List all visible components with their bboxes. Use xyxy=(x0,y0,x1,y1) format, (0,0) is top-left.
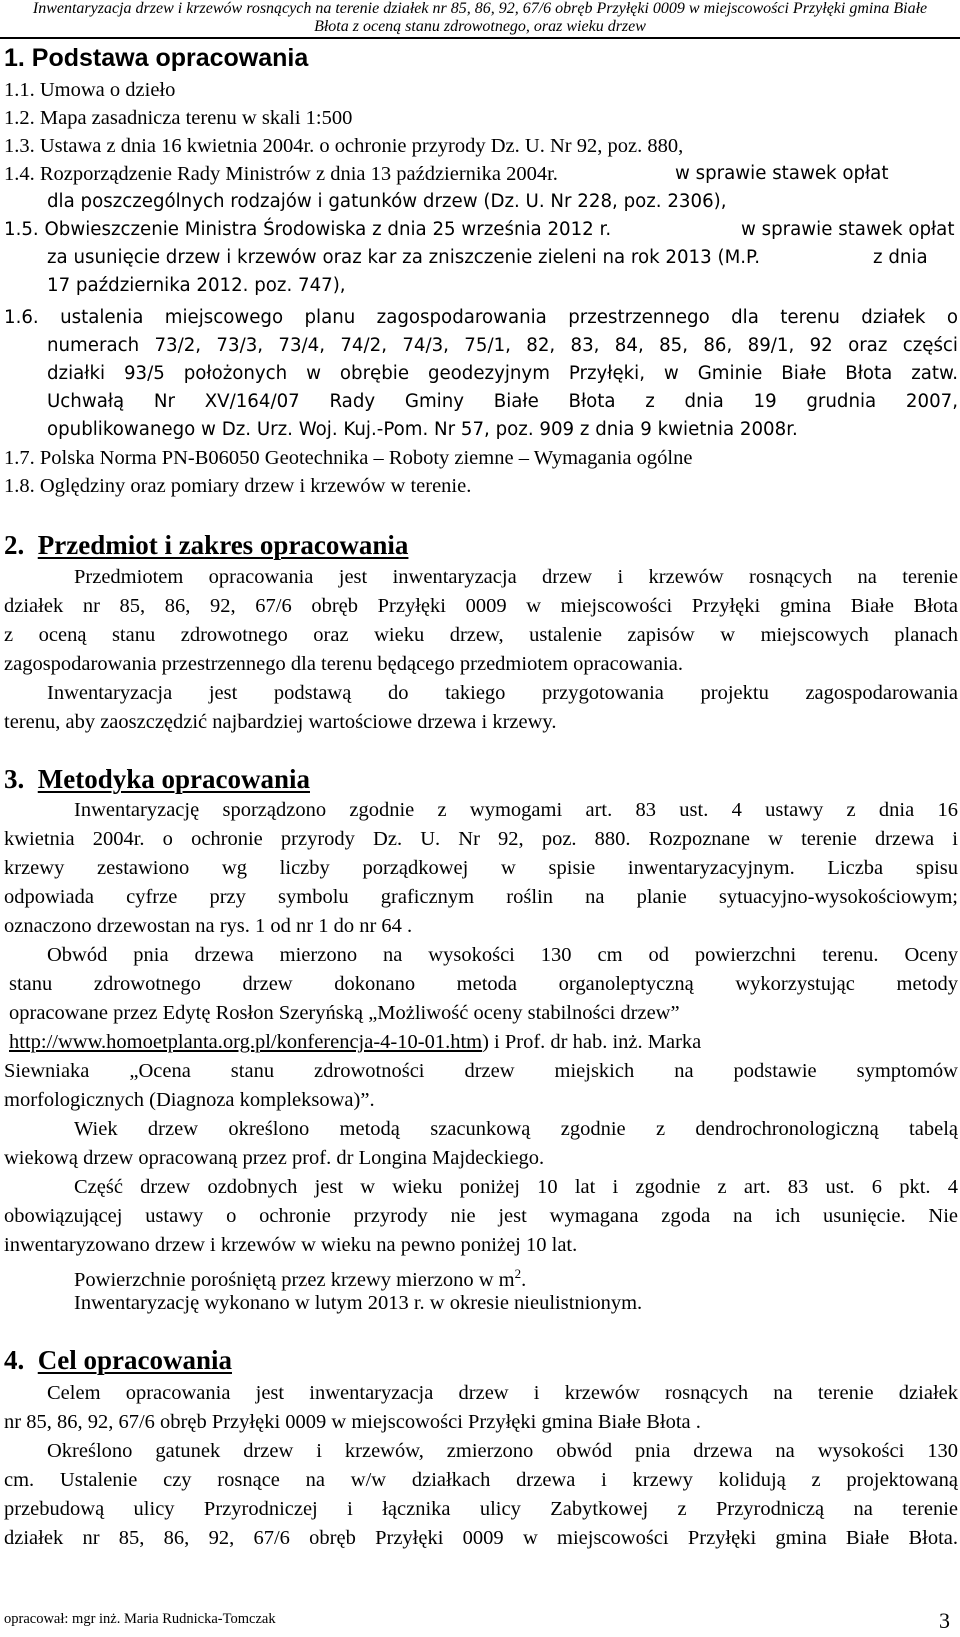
section-1-heading: 1. Podstawa opracowania xyxy=(4,44,309,72)
header-divider xyxy=(0,37,960,39)
page-number: 3 xyxy=(939,1608,950,1633)
paragraph-line: Określono gatunek drzew i krzewów, zmierzono obwód pnia drzewa na wysokości 130 xyxy=(47,1440,958,1462)
paragraph-line: Obwód pnia drzewa mierzono na wysokości 130 cm od powierzchni terenu. Oceny xyxy=(47,944,958,966)
paragraph-line: Inwentaryzacja jest podstawą do takiego przygotowania projektu zagospodarowania xyxy=(47,682,958,704)
list-item: 1.6. ustalenia miejscowego planu zagospodarowania przestrzennego dla terenu działek o xyxy=(4,307,958,328)
footer-author: opracował: mgr inż. Maria Rudnicka-Tomczak xyxy=(4,1611,276,1627)
section-4-title: Cel opracowania xyxy=(37,1345,232,1375)
paragraph-line: opracowane przez Edytę Rosłon Szeryńską „Możliwość oceny stabilności drzew” xyxy=(9,1002,680,1024)
list-item-continuation: dla poszczególnych rodzajów i gatunków drzew (Dz. U. Nr 228, poz. 2306), xyxy=(47,191,727,212)
paragraph-line: Część drzew ozdobnych jest w wieku poniżej 10 lat i zgodnie z art. 83 ust. 6 pkt. 4 xyxy=(74,1176,958,1198)
paragraph-line: wiekową drzew opracowaną przez prof. dr Longina Majdeckiego. xyxy=(4,1147,545,1169)
paragraph-line: obowiązującej ustawy o ochronie przyrody nie jest wymagana zgoda na ich usunięcie. Nie xyxy=(4,1205,958,1227)
list-item: 1.5. Obwieszczenie Ministra Środowiska z dnia 25 września 2012 r. xyxy=(4,219,612,240)
superscript: 2 xyxy=(514,1266,522,1281)
paragraph-line: z oceną stanu zdrowotnego oraz wieku drzew, ustalenie zapisów w miejscowych planach xyxy=(4,624,958,646)
running-header-line-1: Inwentaryzacja drzew i krzewów rosnących na terenie działek nr 85, 86, 92, 67/6 obręb Przyłęki 0009 w miejscowości Przyłęki gmina Białe xyxy=(32,0,928,17)
list-item-continuation: w sprawie stawek opłat xyxy=(741,219,955,240)
paragraph-line: odpowiada cyfrze przy symbolu graficznym roślin na planie sytuacyjno-wysokościowym; xyxy=(4,886,958,908)
paragraph-line xyxy=(9,1029,701,1055)
list-item-continuation: za usunięcie drzew i krzewów oraz kar za zniszczenie zieleni na rok 2013 (M.P. xyxy=(47,247,760,268)
list-item: 1.8. Oględziny oraz pomiary drzew i krzewów w terenie. xyxy=(4,475,472,497)
section-3-title: Metodyka opracowania xyxy=(37,764,310,794)
running-header-line-2: Błota z oceną stanu zdrowotnego, oraz wieku drzew xyxy=(314,18,646,35)
paragraph-line: morfologicznych (Diagnoza kompleksowa)”. xyxy=(4,1089,375,1111)
paragraph-line: Przedmiotem opracowania jest inwentaryzacja drzew i krzewów rosnących na terenie xyxy=(74,566,958,588)
list-item-continuation: działki 93/5 położonych w obrębie geodezyjnym Przyłęki, w Gminie Białe Błota zatw. xyxy=(47,363,958,384)
paragraph-line-tail: ) i Prof. dr hab. inż. Marka xyxy=(482,1031,702,1053)
paragraph-line: terenu, aby zaoszczędzić najbardziej wartościowe drzewa i krzewy. xyxy=(4,711,557,733)
list-item-continuation: z dnia xyxy=(873,247,928,268)
paragraph-line: krzewy zestawiono wg liczby porządkowej w spisie inwentaryzacyjnym. Liczba spisu xyxy=(4,857,958,879)
paragraph-line: przebudową ulicy Przyrodniczej i łącznika ulicy Zabytkowej z Przyrodniczą na terenie xyxy=(4,1498,958,1520)
list-item-continuation: opublikowanego w Dz. Urz. Woj. Kuj.-Pom. Nr 57, poz. 909 z dnia 9 kwietnia 2008r. xyxy=(47,419,798,440)
section-2-heading xyxy=(4,530,408,560)
paragraph-line-end: . xyxy=(521,1268,527,1291)
paragraph-line: działek nr 85, 86, 92, 67/6 obręb Przyłęki 0009 w miejscowości Przyłęki gmina Białe Błota xyxy=(4,595,958,617)
section-3-heading xyxy=(4,764,310,794)
list-item-continuation: w sprawie stawek opłat xyxy=(675,163,889,184)
paragraph-line: stanu zdrowotnego drzew dokonano metoda organoleptyczną wykorzystując metody xyxy=(9,973,958,995)
section-3-number: 3. xyxy=(4,764,25,794)
paragraph-line: oznaczono drzewostan na rys. 1 od nr 1 do nr 64 . xyxy=(4,915,413,937)
paragraph-line-text: Powierzchnie porośniętą przez krzewy mierzono w m xyxy=(74,1268,515,1291)
paragraph-line xyxy=(74,1261,526,1293)
list-item-continuation: 17 października 2012. poz. 747), xyxy=(47,275,346,296)
paragraph-line: Siewniaka „Ocena stanu zdrowotności drzew miejskich na podstawie symptomów xyxy=(4,1060,958,1082)
paragraph-line: Wiek drzew określono metodą szacunkową zgodnie z dendrochronologiczną tabelą xyxy=(74,1118,958,1140)
list-item: 1.1. Umowa o dzieło xyxy=(4,79,176,101)
paragraph-line: Inwentaryzację sporządzono zgodnie z wymogami art. 83 ust. 4 ustawy z dnia 16 xyxy=(74,799,958,821)
list-item-continuation: Uchwałą Nr XV/164/07 Rady Gminy Białe Błota z dnia 19 grudnia 2007, xyxy=(47,391,958,412)
list-item: 1.4. Rozporządzenie Rady Ministrów z dnia 13 października 2004r. xyxy=(4,163,558,185)
paragraph-line: Celem opracowania jest inwentaryzacja drzew i krzewów rosnących na terenie działek xyxy=(47,1382,958,1404)
section-2-number: 2. xyxy=(4,530,25,560)
section-4-number: 4. xyxy=(4,1345,25,1375)
reference-link[interactable]: http://www.homoetplanta.org.pl/konferencja-4-10-01.htm xyxy=(9,1031,483,1053)
paragraph-line: kwietnia 2004r. o ochronie przyrody Dz. U. Nr 92, poz. 880. Rozpoznane w terenie drzewa i xyxy=(4,828,958,850)
list-item: 1.7. Polska Norma PN-B06050 Geotechnika – Roboty ziemne – Wymagania ogólne xyxy=(4,447,693,469)
paragraph-line: Inwentaryzację wykonano w lutym 2013 r. w okresie nieulistnionym. xyxy=(74,1292,643,1314)
paragraph-line: cm. Ustalenie czy rosnące na w/w działkach drzewa i krzewy kolidują z projektowaną xyxy=(4,1469,958,1491)
list-item-continuation: numerach 73/2, 73/3, 73/4, 74/2, 74/3, 75/1, 82, 83, 84, 85, 86, 89/1, 92 oraz części xyxy=(47,335,958,356)
paragraph-line: działek nr 85, 86, 92, 67/6 obręb Przyłęki 0009 w miejscowości Przyłęki gmina Białe Błota. xyxy=(4,1527,958,1549)
section-2-title: Przedmiot i zakres opracowania xyxy=(37,530,409,560)
paragraph-line: nr 85, 86, 92, 67/6 obręb Przyłęki 0009 w miejscowości Przyłęki gmina Białe Błota . xyxy=(4,1411,701,1433)
paragraph-line: zagospodarowania przestrzennego dla terenu będącego przedmiotem opracowania. xyxy=(4,653,684,675)
section-4-heading xyxy=(4,1345,232,1375)
paragraph-line: inwentaryzowano drzew i krzewów w wieku na pewno poniżej 10 lat. xyxy=(4,1234,578,1256)
list-item: 1.3. Ustawa z dnia 16 kwietnia 2004r. o ochronie przyrody Dz. U. Nr 92, poz. 880, xyxy=(4,135,684,157)
list-item: 1.2. Mapa zasadnicza terenu w skali 1:500 xyxy=(4,107,353,129)
